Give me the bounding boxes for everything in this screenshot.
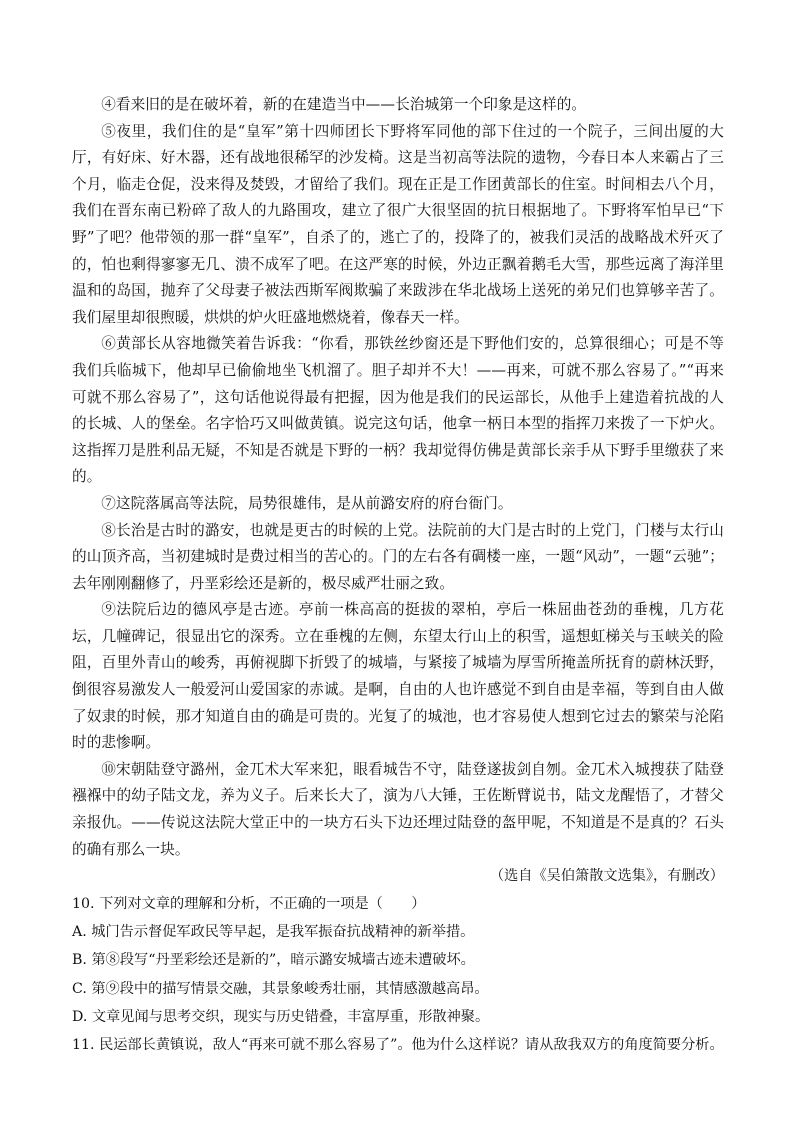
question-10-option-d: D. 文章见闻与思考交织，现实与历史错叠，丰富厚重，形散神聚。	[72, 1009, 490, 1026]
source-citation: （选自《吴伯箫散文选集》，有删改）	[489, 868, 724, 885]
paragraph-6: ⑥黄部长从容地微笑着告诉我：“你看，那铁丝纱窗还是下野他们安的，总算很细心；可是不等我们兵临城下，他却早已偷偷地坐飞机溜了。胆子却并不大！——再来，可就不那么容易了。”“再来可就不那么容易了”，这句话他说得最有把握，因为他是我们的民运部长，从他手上建造着抗战的人的长城、人的堡垒。名字恰巧又叫做黄镇。说完这句话，他拿一柄日本型的指挥刀来拨了一下炉火。这指挥刀是胜利品无疑，不知是否就是下野的一柄？我却觉得仿佛是黄部长亲手从下野手里缴获了来的。	[72, 335, 724, 486]
question-10-option-b: B. 第⑧段写“丹垩彩绘还是新的”，暗示潞安城墙古迹未遭破坏。	[72, 952, 475, 969]
paragraph-10: ⑩宋朝陆登守潞州，金兀术大军来犯，眼看城告不守，陆登遂拔剑自刎。金兀术入城搜获了陆登襁褓中的幼子陆文龙，养为义子。后来长大了，演为八大锤，王佐断臂说书，陆文龙醒悟了，才替父亲报仇。——传说这法院大堂正中的一块方石头下边还埋过陆登的盔甲呢，不知道是不是真的？石头的确有那么一块。	[72, 760, 724, 858]
paragraph-8: ⑧长治是古时的潞安，也就是更古的时候的上党。法院前的大门是古时的上党门，门楼与太行山的山顶齐高，当初建城时是费过相当的苦心的。门的左右各有碉楼一座，一题“风动”，一题“云驰”；去年刚刚翻修了，丹垩彩绘还是新的，极尽威严壮丽之致。	[72, 521, 724, 592]
question-11-stem: 11. 民运部长黄镇说，敌人“再来可就不那么容易了”。他为什么这样说？请从敌我双方的角度简要分析。	[72, 1037, 724, 1054]
paragraph-7: ⑦这院落属高等法院，局势很雄伟，是从前潞安府的府台衙门。	[101, 494, 513, 512]
paragraph-5: ⑤夜里，我们住的是“皇军”第十四师团长下野将军同他的部下住过的一个院子，三间出厦的大厅，有好床、好木器，还有战地很稀罕的沙发椅。这是当初高等法院的遗物，今春日本人来霸占了三个月，临走仓促，没来得及焚毁，才留给了我们。现在正是工作团黄部长的住室。时间相去八个月，我们在晋东南已粉碎了敌人的九路围攻，建立了很广大很坚固的抗日根据地了。下野将军怕早已“下野”了吧？他带领的那一群“皇军”，自杀了的，逃亡了的，投降了的，被我们灵活的战略战术歼灭了的，怕也剩得寥寥无几、溃不成军了吧。在这严寒的时候，外边正飘着鹅毛大雪，那些远离了海洋里温和的岛国，抛弃了父母妻子被法西斯军阀欺骗了来跋涉在华北战场上送死的弟兄们也算够辛苦了。我们屋里却很煦暖，烘烘的炉火旺盛地燃烧着，像春天一样。	[72, 122, 724, 326]
question-10	[72, 890, 724, 1032]
article-body	[72, 92, 724, 890]
question-11	[72, 1031, 724, 1059]
question-10-option-a: A. 城门告示督促军政民等早起，是我军振奋抗战精神的新举措。	[72, 923, 475, 940]
question-10-stem: 10. 下列对文章的理解和分析，不正确的一项是（ ）	[72, 895, 426, 912]
question-10-option-c: C. 第⑨段中的描写情景交融，其景象峻秀壮丽，其情感激越高昂。	[72, 980, 489, 997]
document-page	[72, 92, 724, 1059]
paragraph-9: ⑨法院后边的德风亭是古迹。亭前一株高高的挺拔的翠柏，亭后一株屈曲苍劲的垂槐，几方花坛，几幢碑记，很显出它的深秀。立在垂槐的左侧，东望太行山上的积雪，遥想虹梯关与玉峡关的险阻，百里外青山的峻秀，再俯视脚下折毁了的城墙，与紧接了城墙为厚雪所掩盖所抚育的蔚林沃野，倒很容易激发人一般爱河山爱国家的赤诚。是啊，自由的人也许感觉不到自由是幸福，等到自由人做了奴隶的时候，那才知道自由的确是可贵的。光复了的城池，也才容易使人想到它过去的繁荣与沦陷时的悲惨啊。	[72, 601, 724, 752]
paragraph-4: ④看来旧的是在破坏着，新的在建造当中——长治城第一个印象是这样的。	[101, 96, 587, 113]
